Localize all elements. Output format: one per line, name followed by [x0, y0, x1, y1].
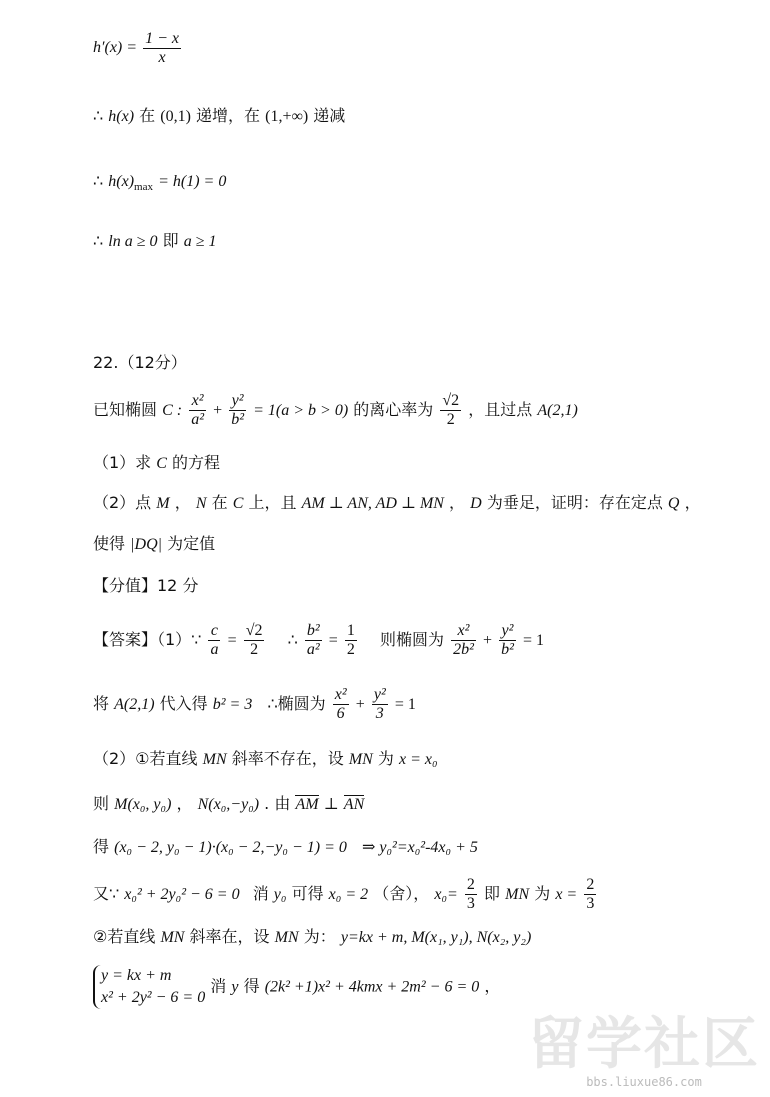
- math-text: a ≥ 1: [183, 233, 217, 250]
- text: 使得: [93, 534, 126, 553]
- math-text: h(x): [108, 108, 135, 125]
- text: 得: [93, 837, 110, 856]
- math-text: MN: [202, 751, 227, 768]
- math-text: C :: [162, 402, 183, 419]
- text: 消: [252, 884, 269, 903]
- math-text: MN: [274, 929, 299, 946]
- fraction-numerator: y²: [229, 392, 246, 411]
- math-text: x = x₀: [399, 751, 438, 768]
- math-text: = 1: [394, 696, 416, 713]
- math-text: AM ⊥ AN, AD ⊥ MN: [301, 495, 444, 512]
- math-text: N: [195, 495, 207, 512]
- fraction-denominator: a: [210, 641, 219, 658]
- math-text: x =: [555, 886, 578, 903]
- math-text: y: [231, 978, 239, 996]
- maximum-line: [93, 170, 226, 198]
- monotonic-line: [93, 105, 345, 128]
- fraction: [584, 876, 596, 913]
- text: 将: [93, 694, 110, 713]
- text: ，: [684, 493, 701, 512]
- answer-label: 【答案】（1）∵: [93, 630, 202, 649]
- fraction: [333, 686, 349, 723]
- text: 则: [93, 794, 110, 813]
- fraction-numerator: 2: [466, 876, 475, 893]
- fraction-denominator: 2b²: [453, 641, 474, 658]
- text: 为：: [303, 927, 336, 946]
- equals-sign: =: [328, 632, 338, 649]
- text: 斜率在，设: [189, 927, 270, 946]
- math-text: x₀² + 2y₀² − 6 = 0: [124, 886, 240, 903]
- derivative-fraction: [143, 30, 181, 67]
- math-text: ⇒ y₀²=x₀²-4x₀ + 5: [361, 839, 478, 856]
- math-text: MN: [505, 886, 530, 903]
- equals-sign: =: [227, 632, 237, 649]
- system-equation-1: y = kx + m: [101, 967, 172, 984]
- math-text: MN: [348, 751, 373, 768]
- text: 斜率不存在，设: [231, 749, 344, 768]
- text: ，: [174, 493, 191, 512]
- vector-am: AM: [295, 796, 319, 813]
- answer-substitution: [93, 686, 416, 723]
- math-text: x₀=: [434, 886, 458, 903]
- question-given: [93, 392, 578, 429]
- vector-an: AN: [343, 796, 365, 813]
- fraction: [372, 686, 388, 723]
- fraction: [189, 392, 206, 429]
- text: 可得: [291, 884, 324, 903]
- fraction: [208, 622, 220, 659]
- text: ，且过点: [468, 400, 533, 419]
- derivative-lhs: h′(x) =: [93, 39, 138, 57]
- fraction-numerator: c: [208, 622, 220, 641]
- text: 得: [243, 976, 260, 996]
- fraction-numerator: x²: [451, 622, 476, 641]
- text: 的离心率为: [353, 400, 434, 419]
- text: . 由: [264, 794, 291, 813]
- math-text: |DQ|: [130, 536, 163, 553]
- fraction-denominator: b²: [231, 411, 245, 428]
- fraction: [305, 622, 322, 659]
- fraction-denominator: a²: [191, 411, 204, 428]
- derivative-line: [93, 30, 183, 67]
- math-text: (x₀ − 2, y₀ − 1)·(x₀ − 2,−y₀ − 1) = 0: [114, 839, 347, 856]
- math-text: b² = 3: [212, 696, 253, 713]
- text: ②若直线: [93, 927, 156, 946]
- fraction-denominator: 3: [586, 895, 595, 912]
- text: 已知椭圆: [93, 400, 158, 419]
- text: 为垂足，证明：存在定点: [486, 493, 663, 512]
- fraction-numerator: b²: [306, 622, 320, 639]
- conclusion-line: [93, 230, 217, 253]
- fraction-denominator: x: [158, 49, 166, 66]
- fraction-numerator: 2: [586, 876, 595, 893]
- text: 为: [377, 749, 394, 768]
- fraction: [499, 622, 516, 659]
- math-text: C: [232, 495, 244, 512]
- plus-sign: +: [482, 632, 492, 649]
- text: ∴椭圆为: [267, 694, 326, 713]
- text: （2）①若直线: [93, 749, 198, 768]
- math-text: y=kx + m, M(x₁, y₁), N(x₂, y₂): [340, 929, 532, 946]
- math-text: ln a ≥ 0: [108, 233, 158, 250]
- fraction-numerator: √2: [245, 622, 263, 639]
- fraction: [465, 876, 477, 913]
- system-equation-2: x² + 2y² − 6 = 0: [101, 989, 206, 1006]
- text: 为定值: [167, 534, 216, 553]
- plus-sign: +: [355, 696, 365, 713]
- case-1-dot-product: [93, 836, 478, 859]
- therefore-symbol: ∴: [287, 630, 298, 649]
- math-text: A(2,1): [114, 696, 155, 713]
- fraction-denominator: 3: [466, 895, 475, 912]
- text: 则椭圆为: [379, 630, 444, 649]
- case-1-points: [93, 793, 364, 816]
- text: 代入得: [159, 694, 208, 713]
- math-text: y₀: [273, 886, 287, 903]
- fraction: [451, 622, 476, 659]
- math-text: A(2,1): [537, 402, 578, 419]
- fraction-numerator: √2: [442, 392, 460, 409]
- therefore-symbol: ∴: [93, 231, 104, 250]
- math-text: (2k² +1)x² + 4kmx + 2m² − 6 = 0: [264, 978, 480, 996]
- fraction-numerator: 1: [346, 622, 355, 639]
- math-text: h(x): [108, 173, 135, 190]
- fraction: [345, 622, 357, 659]
- case-1-intro: [93, 748, 438, 771]
- therefore-symbol: ∴: [93, 171, 104, 190]
- fraction: [229, 392, 246, 429]
- fraction-numerator: x²: [189, 392, 206, 411]
- math-text: = h(1) = 0: [158, 173, 227, 190]
- therefore-symbol: ∴: [93, 106, 104, 125]
- text: ，: [449, 493, 466, 512]
- text: （舍），: [373, 884, 430, 903]
- fraction-denominator: a²: [306, 641, 320, 658]
- math-text: C: [156, 455, 167, 472]
- math-text: D: [470, 495, 482, 512]
- text: ，: [484, 976, 501, 996]
- math-text: M(x₀, y₀): [114, 796, 172, 813]
- text: 的方程: [172, 453, 221, 472]
- math-text: = 1(a > b > 0): [253, 402, 349, 419]
- text: 递减: [313, 106, 346, 125]
- math-text: x₀ = 2: [328, 886, 369, 903]
- fraction-numerator: 1 − x: [145, 30, 179, 47]
- question-part-1: [93, 452, 220, 475]
- text: 在: [211, 493, 228, 512]
- question-part-2: [93, 492, 701, 515]
- plus-sign: +: [213, 402, 223, 419]
- fraction-numerator: y²: [373, 686, 386, 703]
- fraction: [244, 622, 265, 659]
- text: （2）点: [93, 493, 152, 512]
- case-2-system: [93, 965, 500, 1009]
- fraction-denominator: 2: [250, 641, 259, 658]
- fraction-denominator: 2: [446, 411, 455, 428]
- text: 上，且: [248, 493, 297, 512]
- text: ，: [176, 794, 193, 813]
- case-2-intro: [93, 926, 531, 949]
- fraction-numerator: x²: [334, 686, 347, 703]
- text: （1）求: [93, 453, 152, 472]
- question-part-2-continued: [93, 533, 215, 556]
- fraction-denominator: b²: [501, 641, 514, 658]
- math-text: (1,+∞): [265, 108, 309, 125]
- subscript: max: [134, 181, 153, 194]
- text: 为: [534, 884, 551, 903]
- math-text: MN: [160, 929, 185, 946]
- fraction-denominator: 3: [375, 705, 384, 722]
- math-text: M: [156, 495, 170, 512]
- case-1-solution: [93, 876, 598, 913]
- answer-part-1: [93, 622, 544, 659]
- watermark-url: bbs.liuxue86.com: [586, 1075, 702, 1089]
- fraction: [440, 392, 461, 429]
- text: 即: [162, 231, 179, 250]
- text: 在: [139, 106, 156, 125]
- text: 消: [210, 976, 227, 996]
- fraction-denominator: 6: [336, 705, 345, 722]
- fraction-numerator: y²: [499, 622, 516, 641]
- score-label: 【分值】12 分: [93, 576, 199, 595]
- perpendicular-symbol: ⊥: [323, 796, 339, 813]
- equation-system: [93, 965, 205, 1009]
- math-text: N(x₀,−y₀): [197, 796, 260, 813]
- site-watermark: [528, 1012, 760, 1089]
- fraction-denominator: 2: [346, 641, 355, 658]
- watermark-logo: 留学社区: [528, 1012, 760, 1077]
- math-text: Q: [667, 495, 680, 512]
- text: 即: [484, 884, 501, 903]
- math-text: (0,1): [160, 108, 191, 125]
- math-text: = 1: [522, 632, 544, 649]
- text: 递增，在: [196, 106, 261, 125]
- question-header: 22.（12分）: [93, 353, 187, 372]
- text: 又∵: [93, 884, 120, 903]
